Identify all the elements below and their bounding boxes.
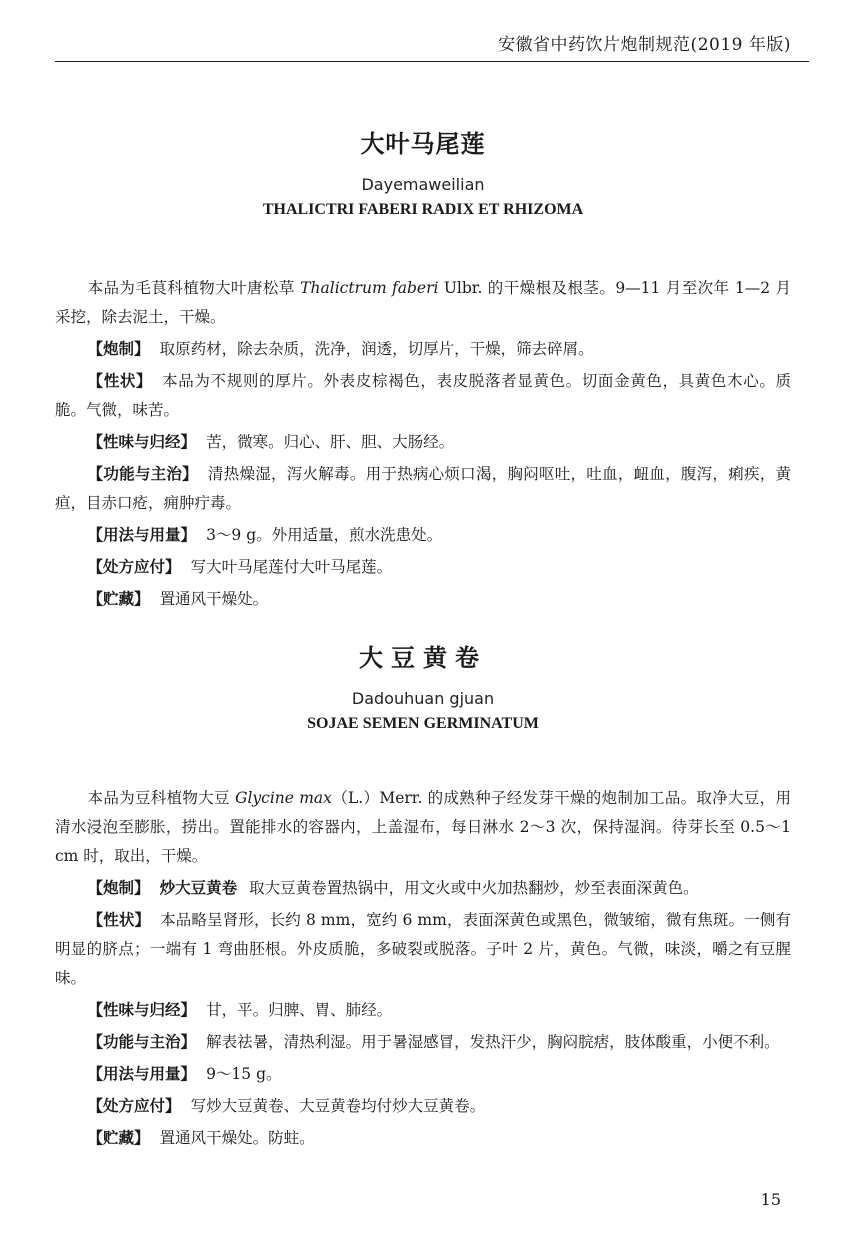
source-text: Ulbr. 的干燥根及根茎。9—11 月至次年 1—2 月采挖，除去泥土，干燥。 <box>55 279 792 326</box>
header-rule <box>55 61 809 62</box>
section-dosage <box>55 1060 791 1089</box>
section-dispensing <box>55 553 791 582</box>
monograph-entry <box>55 126 791 617</box>
section-text: 清热燥湿，泻火解毒。用于热病心烦口渴，胸闷呕吐，吐血，衄血，腹泻，痢疾，黄疸，目赤口疮，痈肿疔毒。 <box>55 465 791 512</box>
entry-body <box>55 274 791 614</box>
section-function <box>55 1028 791 1057</box>
section-text: 取原药材，除去杂质，洗净，润透，切厚片，干燥，筛去碎屑。 <box>159 340 594 358</box>
entry-body <box>55 784 791 1153</box>
section-text: 取大豆黄卷置热锅中，用文火或中火加热翻炒，炒至表面深黄色。 <box>249 879 699 897</box>
section-text: 本品为不规则的厚片。外表皮棕褐色，表皮脱落者显黄色。切面金黄色，具黄色木心。质脆。气微，味苦。 <box>55 372 791 419</box>
section-text: 本品略呈肾形，长约 8 mm，宽约 6 mm，表面深黄色或黑色，微皱缩，微有焦斑。一侧有明显的脐点；一端有 1 弯曲胚根。外皮质脆，多破裂或脱落。子叶 2 片，黄色。气微，味淡，嚼之有豆腥味。 <box>55 911 791 987</box>
entry-latin-name: SOJAE SEMEN GERMINATUM <box>307 715 539 732</box>
section-label: 【功能与主治】 <box>87 1033 197 1051</box>
section-label: 【处方应付】 <box>87 558 181 576</box>
processing-method-label: 炒大豆黄卷 <box>159 879 238 897</box>
section-text: 解表祛暑，清热利湿。用于暑湿感冒，发热汗少，胸闷脘痞，肢体酸重，小便不利。 <box>206 1033 780 1051</box>
section-label: 【性味与归经】 <box>87 433 197 451</box>
section-text: 甘，平。归脾、胃、肺经。 <box>206 1001 393 1019</box>
entry-latin-name: THALICTRI FABERI RADIX ET RHIZOMA <box>262 201 584 218</box>
section-label: 【炮制】 <box>87 879 150 897</box>
source-paragraph <box>55 784 791 871</box>
section-text: 3～9 g。外用适量，煎水洗患处。 <box>206 526 443 544</box>
section-label: 【性味与归经】 <box>87 1001 197 1019</box>
section-label: 【炮制】 <box>87 340 150 358</box>
entry-pinyin: Dayemaweilian <box>361 175 485 194</box>
section-function <box>55 460 791 518</box>
section-label: 【用法与用量】 <box>87 1065 197 1083</box>
section-text: 苦，微寒。归心、肝、胆、大肠经。 <box>206 433 455 451</box>
section-property <box>55 996 791 1025</box>
section-label: 【处方应付】 <box>87 1097 181 1115</box>
section-label: 【贮藏】 <box>87 1129 150 1147</box>
source-text: 本品为毛茛科植物大叶唐松草 <box>87 279 301 297</box>
species-name: Thalictrum faberi <box>300 279 439 297</box>
section-text: 置通风干燥处。防蛀。 <box>159 1129 315 1147</box>
section-storage <box>55 585 791 614</box>
section-description <box>55 367 791 425</box>
section-dispensing <box>55 1092 791 1121</box>
section-text: 置通风干燥处。 <box>159 590 269 608</box>
entry-title: 大豆黄卷 <box>359 644 487 672</box>
running-header: 安徽省中药饮片炮制规范(2019 年版) <box>498 35 791 55</box>
section-label: 【性状】 <box>87 372 153 390</box>
species-name: Glycine max <box>235 789 332 807</box>
source-text: 本品为豆科植物大豆 <box>87 789 236 807</box>
section-processing <box>55 874 791 903</box>
entry-pinyin: Dadouhuan gjuan <box>351 689 495 708</box>
section-property <box>55 428 791 457</box>
section-dosage <box>55 521 791 550</box>
section-text: 9～15 g。 <box>206 1065 282 1083</box>
section-storage <box>55 1124 791 1153</box>
section-description <box>55 906 791 993</box>
monograph-entry <box>55 640 791 1156</box>
section-text: 写炒大豆黄卷、大豆黄卷均付炒大豆黄卷。 <box>190 1097 486 1115</box>
section-label: 【功能与主治】 <box>87 465 198 483</box>
page-number: 15 <box>760 1190 781 1209</box>
section-label: 【贮藏】 <box>87 590 150 608</box>
section-processing <box>55 335 791 364</box>
section-label: 【用法与用量】 <box>87 526 197 544</box>
source-text: （L.）Merr. 的成熟种子经发芽干燥的炮制加工品。取净大豆，用清水浸泡至膨胀，捞出。置能排水的容器内，上盖湿布，每日淋水 2～3 次，保持湿润。待芽长至 0.5～1 cm 时，取出，干燥。 <box>55 789 791 865</box>
section-text: 写大叶马尾莲付大叶马尾莲。 <box>190 558 393 576</box>
entry-title: 大叶马尾莲 <box>360 130 486 158</box>
section-label: 【性状】 <box>87 911 151 929</box>
source-paragraph <box>55 274 791 332</box>
